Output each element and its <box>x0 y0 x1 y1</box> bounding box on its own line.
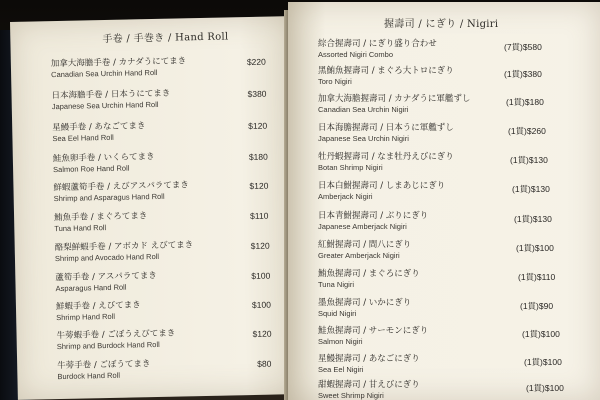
item-price: (1貫)$100 <box>524 357 562 367</box>
item-name-en: Assorted Nigiri Combo <box>318 50 394 59</box>
menu-item <box>53 152 155 175</box>
menu-item <box>57 359 151 382</box>
menu-item <box>56 300 141 323</box>
menu-item <box>318 152 454 173</box>
item-price: (1貫)$260 <box>508 126 546 136</box>
item-name-en: Shrimp and Burdock Hand Roll <box>56 339 160 352</box>
item-price: (1貫)$100 <box>522 329 560 339</box>
item-price: (1貫)$130 <box>512 184 550 194</box>
right-page-nigiri <box>288 2 600 400</box>
item-price: (1貫)$380 <box>504 69 542 79</box>
item-name-en: Japanese Amberjack Nigiri <box>318 222 407 231</box>
menu-item <box>318 94 470 115</box>
menu-item <box>52 121 146 144</box>
item-price: (1貫)$130 <box>514 214 552 224</box>
menu-item <box>55 271 157 294</box>
item-name-jp: 黑鮪魚握壽司 / まぐろ大トロにぎり <box>318 66 454 76</box>
menu-item <box>51 56 187 80</box>
item-name-jp: 紅鮒握壽司 / 間八にぎり <box>318 240 412 250</box>
item-price: $120 <box>249 180 269 192</box>
item-name-en: Shrimp Hand Roll <box>56 311 116 323</box>
item-name-jp: 綜合握壽司 / にぎり盛り合わせ <box>318 39 437 49</box>
item-price: (1貫)$130 <box>510 155 548 165</box>
item-name-en: Toro Nigiri <box>318 77 352 86</box>
menu-item <box>53 180 189 204</box>
item-name-jp: 牡丹蝦握壽司 / なま牡丹えびにぎり <box>318 152 454 162</box>
item-name-jp: 星鰻手卷 / あなごてまき <box>52 121 146 134</box>
menu-item <box>318 298 411 319</box>
item-price: $120 <box>248 120 268 132</box>
item-name-jp: 鮪魚握壽司 / まぐろにぎり <box>318 269 420 279</box>
item-name-en: Greater Amberjack Nigiri <box>318 251 400 260</box>
left-page-hand-roll <box>10 16 304 400</box>
item-name-jp: 加拿大海膽手卷 / カナダうにてまき <box>50 56 187 70</box>
item-name-en: Sea Eel Nigiri <box>318 365 364 374</box>
item-price: $110 <box>250 210 269 222</box>
item-name-en: Sea Eel Hand Roll <box>52 132 114 144</box>
item-name-en: Amberjack Nigiri <box>318 192 373 201</box>
item-name-jp: 酪梨鮮蝦手卷 / アボカド えびてまき <box>54 240 194 254</box>
item-price: $120 <box>250 240 270 252</box>
menu-item <box>318 211 428 232</box>
item-name-jp: 鮮蝦蘆筍手卷 / えびアスパラてまき <box>53 180 190 194</box>
item-name-jp: 牛蒡蝦手卷 / ごぼうえびてまき <box>56 328 176 342</box>
item-name-jp: 日本白鮒握壽司 / しまあじにぎり <box>318 181 446 191</box>
item-name-en: Canadian Sea Urchin Nigiri <box>318 105 409 114</box>
item-price: $380 <box>247 88 267 100</box>
menu-item <box>55 240 194 264</box>
menu-item <box>318 269 420 290</box>
item-name-en: Shrimp and Avocado Hand Roll <box>54 251 160 264</box>
item-name-en: Japanese Sea Urchin Nigiri <box>318 134 409 143</box>
item-name-jp: 日本海膽握壽司 / 日本うに軍艦ずし <box>318 123 454 133</box>
item-name-en: Tuna Hand Roll <box>54 223 107 234</box>
item-name-jp: 鮭魚卵手卷 / いくらてまき <box>52 152 155 165</box>
item-name-jp: 鮮蝦手卷 / えびてまき <box>55 300 141 313</box>
item-name-jp: 牛蒡手卷 / ごぼうてまき <box>57 359 151 372</box>
menu-item <box>318 380 420 400</box>
menu-item <box>318 181 445 202</box>
item-price: $120 <box>252 328 272 339</box>
item-name-jp: 墨魚握壽司 / いかにぎり <box>318 298 412 308</box>
item-name-jp: 鮭魚握壽司 / サーモンにぎり <box>318 326 429 336</box>
item-price: (1貫)$90 <box>520 301 554 311</box>
item-name-en: Tuna Nigiri <box>318 280 354 289</box>
item-name-jp: 鮪魚手卷 / まぐろてまき <box>54 211 148 224</box>
item-name-en: Squid Nigiri <box>318 309 357 318</box>
menu-item <box>318 66 454 87</box>
item-price: $180 <box>248 151 268 163</box>
menu-item <box>318 326 428 347</box>
item-price: $80 <box>257 358 272 369</box>
item-price: (1貫)$100 <box>526 383 564 393</box>
item-name-jp: 甜蝦握壽司 / 甘えびにぎり <box>318 380 420 390</box>
item-name-jp: 星鰻握壽司 / あなごにぎり <box>318 354 420 364</box>
item-name-jp: 日本海膽手卷 / 日本うにてまき <box>51 88 171 102</box>
menu-item <box>318 123 454 144</box>
menu-item <box>54 211 148 234</box>
menu-item <box>318 240 411 261</box>
item-name-jp: 蘆筍手卷 / アスパラてまき <box>55 270 157 284</box>
item-name-en: Shrimp and Asparagus Hand Roll <box>53 191 165 204</box>
item-name-en: Salmon Roe Hand Roll <box>53 163 130 175</box>
item-price: $100 <box>251 299 272 310</box>
nigiri-section-title: 握壽司 / にぎり / Nigiri <box>384 19 499 30</box>
menu-item <box>56 329 175 352</box>
item-name-en: Botan Shrimp Nigiri <box>318 163 383 172</box>
item-price: (1貫)$180 <box>506 97 544 107</box>
item-name-en: Japanese Sea Urchin Hand Roll <box>51 99 159 112</box>
item-price: $100 <box>251 270 271 281</box>
item-price: (1貫)$100 <box>516 243 554 253</box>
menu-item <box>318 354 420 375</box>
item-name-en: Asparagus Hand Roll <box>55 282 127 294</box>
item-name-en: Salmon Nigiri <box>318 337 363 346</box>
item-price: $220 <box>246 56 266 68</box>
menu-item <box>318 39 437 60</box>
item-name-jp: 加拿大海膽握壽司 / カナダうに軍艦ずし <box>318 94 471 104</box>
item-name-jp: 日本青鮒握壽司 / ぶりにぎり <box>318 211 429 221</box>
hand-roll-section-title: 手卷 / 手巻き / Hand Roll <box>102 31 229 46</box>
item-name-en: Burdock Hand Roll <box>57 370 121 382</box>
item-name-en: Canadian Sea Urchin Hand Roll <box>51 67 158 80</box>
menu-item <box>51 89 170 112</box>
item-price: (1貫)$110 <box>518 272 556 282</box>
item-price: (7貫)$580 <box>504 42 542 52</box>
item-name-en: Sweet Shrimp Nigiri <box>318 391 384 400</box>
